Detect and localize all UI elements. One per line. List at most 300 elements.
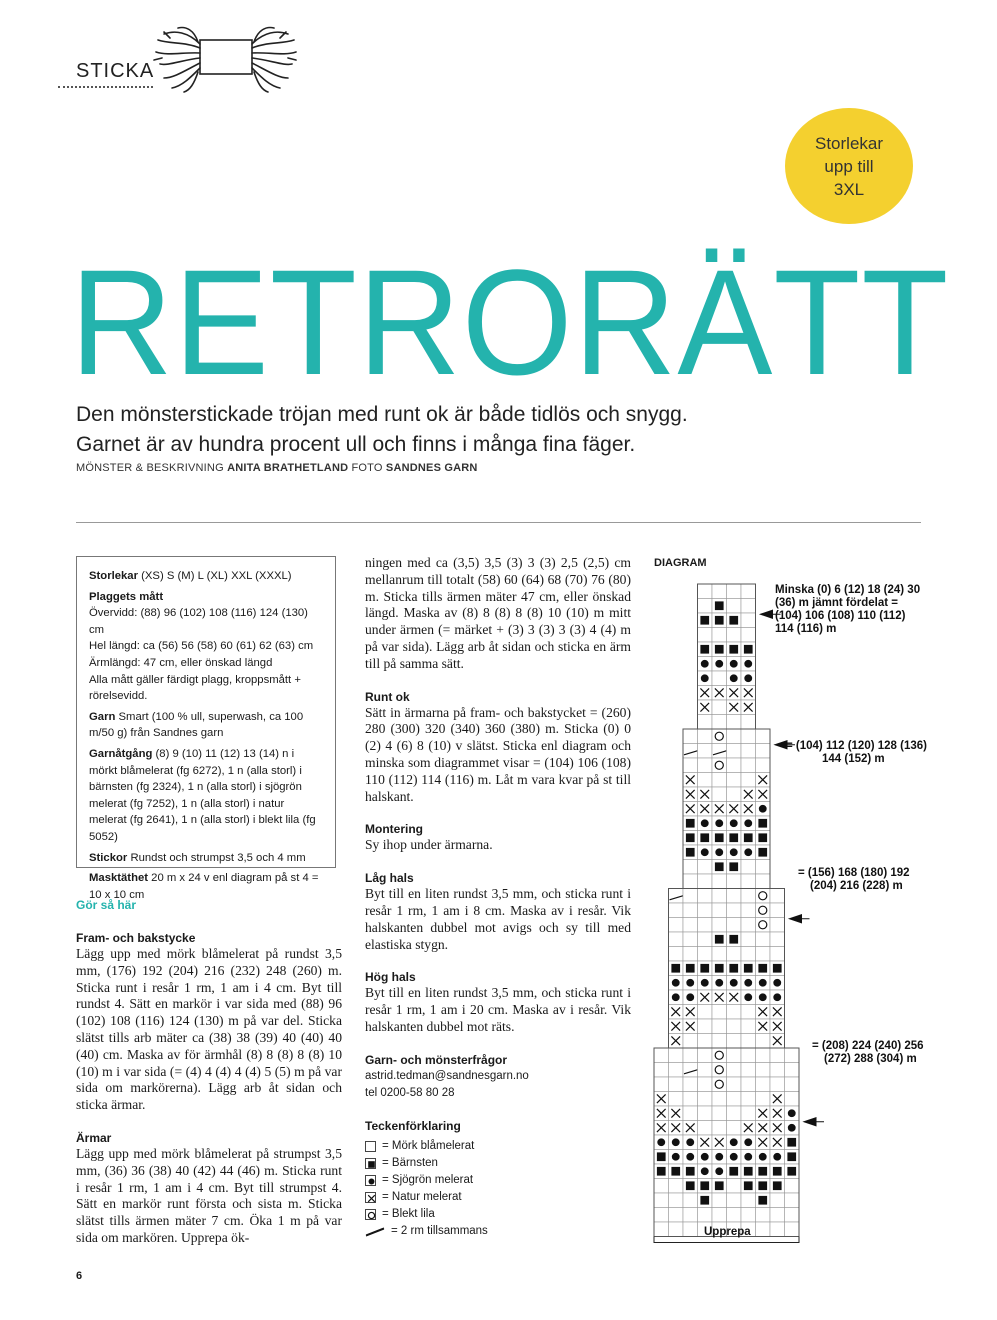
chart-cell bbox=[727, 787, 742, 802]
chart-symbol bbox=[773, 1181, 782, 1190]
chart-cell bbox=[727, 729, 742, 744]
chart-cell bbox=[698, 889, 713, 904]
chart-symbol bbox=[730, 819, 738, 827]
chart-cell bbox=[683, 758, 698, 773]
chart-symbol bbox=[730, 660, 738, 668]
chart-symbol bbox=[672, 993, 680, 1001]
assembly-heading: Montering bbox=[365, 822, 423, 837]
chart-symbol bbox=[672, 979, 680, 987]
annotation-line: = (208) 224 (240) 256 bbox=[812, 1040, 924, 1052]
legend-item bbox=[365, 1172, 631, 1189]
legend-label: = Natur melerat bbox=[382, 1190, 462, 1203]
chart-cell bbox=[756, 1048, 771, 1063]
chart-cell bbox=[741, 889, 756, 904]
chart-cell bbox=[741, 1005, 756, 1020]
chart-symbol bbox=[744, 645, 753, 654]
chart-cell bbox=[756, 903, 771, 918]
yoke-heading: Runt ok bbox=[365, 689, 410, 704]
chart-cell bbox=[683, 1063, 698, 1078]
chart-cell bbox=[669, 903, 684, 918]
chart-cell bbox=[741, 1034, 756, 1049]
specs-box bbox=[76, 556, 336, 901]
chart-cell bbox=[712, 918, 727, 933]
sizes-value: (XS) S (M) L (XL) XXL (XXXL) bbox=[141, 570, 292, 582]
chart-cell bbox=[669, 947, 684, 962]
chart-cell bbox=[741, 1063, 756, 1078]
front-back-text: Lägg upp med mörk blåmelerat på rundst 3,5 mm, (176) 192 (204) 216 (232) 248 (260) m. Sticka runt i resår 1 rm, 1 am i 4 cm. Byt till rundst 4. Sätt en markör i var sida med (88) 96 (102) 108 (116) 124 (130) m på var del. Sticka slätst tills arb mäter ca (38) 38 (39) 40 (40) 40 (40) cm. Maska av för ärmhål (8) 8 (8) 8 (8) 10 (10) m i var sida (= (4) 4 (4) 4 (4) 5 (5) m på var sida om markörerna). Lägg arb åt sidan och sticka ärmar. bbox=[76, 946, 342, 1113]
chart-symbol bbox=[672, 1138, 680, 1146]
amount-value: (8) 9 (10) 11 (12) 13 (14) n i mörkt blåmelerat (fg 6272), 1 n (alla storl) i bärnsten (fg 2324), 1 n (alla storl) i sjögrön melerat (fg 7252), 1 n (alla storl) i natur melerat (fg 2641), 1 n (alla storl) i blekt lila (fg 5052) bbox=[89, 747, 316, 843]
chart-cell bbox=[756, 947, 771, 962]
chart-symbol bbox=[758, 1196, 767, 1205]
chart-symbol bbox=[671, 964, 680, 973]
chart-cell bbox=[770, 1193, 785, 1208]
chart-cell bbox=[669, 1063, 684, 1078]
chart-cell bbox=[712, 1063, 727, 1078]
questions-heading: Garn- och mönsterfrågor bbox=[365, 1052, 508, 1067]
chart-symbol bbox=[686, 819, 695, 828]
chart-cell bbox=[727, 1193, 742, 1208]
legend-item bbox=[365, 1138, 631, 1155]
page-number: 6 bbox=[76, 1270, 83, 1282]
chart-cell bbox=[698, 1121, 713, 1136]
chart-cell bbox=[727, 1106, 742, 1121]
chart-symbol bbox=[700, 833, 709, 842]
chart-cell bbox=[698, 773, 713, 788]
chart-symbol bbox=[686, 1153, 694, 1161]
yoke-text: Sätt in ärmarna på fram- och bakstycket = (260) 280 (300) 320 (340) 360 (380) m. Sticka (0) 0 (2) 4 (6) 8 (10) v slätst. Sticka enl diagram och minska som diagrammet visar = (104) 106 (108) 110 (112) 114 (116) m. Låt m vara kvar på st till halskant. bbox=[365, 704, 631, 804]
legend-heading: Teckenförklaring bbox=[365, 1118, 461, 1133]
chart-symbol bbox=[729, 862, 738, 871]
section-label: STICKA bbox=[76, 60, 155, 82]
chart-cell bbox=[683, 903, 698, 918]
badge-line: Storlekar bbox=[814, 133, 884, 153]
chart-cell bbox=[741, 918, 756, 933]
high-neck-text: Byt till en liten rundst 3,5 mm, och sticka runt i resår 1 rm, 1 am i 20 cm. Maska av i resår. Vik halskanten dubbel mot räts. bbox=[365, 985, 631, 1034]
measure-line: Alla mått gäller färdigt plagg, kroppsmått + bbox=[89, 673, 301, 686]
chart-cell bbox=[741, 599, 756, 614]
chart-symbol bbox=[729, 964, 738, 973]
measure-line: Övervidd: (88) 96 (102) 108 (116) 124 (130) cm bbox=[89, 607, 308, 636]
chart-cell bbox=[712, 903, 727, 918]
chart-cell bbox=[727, 1005, 742, 1020]
chart-cell bbox=[741, 1077, 756, 1092]
chart-symbol bbox=[700, 645, 709, 654]
chart-cell bbox=[698, 729, 713, 744]
chart-cell bbox=[741, 932, 756, 947]
chart-cell bbox=[698, 1019, 713, 1034]
chart-cell bbox=[712, 671, 727, 686]
chart-symbol bbox=[686, 964, 695, 973]
chart-cell bbox=[741, 1106, 756, 1121]
chart-cell bbox=[756, 1208, 771, 1223]
chart-cell bbox=[785, 1208, 800, 1223]
chart-cell bbox=[698, 918, 713, 933]
chart-cell bbox=[698, 599, 713, 614]
chart-cell bbox=[741, 773, 756, 788]
measure-line: rörelsevidd. bbox=[89, 690, 148, 703]
chart-symbol bbox=[715, 1153, 723, 1161]
chart-symbol bbox=[715, 1181, 724, 1190]
chart-cell bbox=[756, 1063, 771, 1078]
chart-symbol bbox=[744, 674, 752, 682]
chart-cell bbox=[654, 1063, 669, 1078]
measure-line: Ärmlängd: 47 cm, eller önskad längd bbox=[89, 656, 273, 669]
chart-cell bbox=[756, 758, 771, 773]
chart-cell bbox=[727, 1077, 742, 1092]
legend-label: = 2 rm tillsammans bbox=[391, 1224, 488, 1237]
chart-cell bbox=[712, 1005, 727, 1020]
chart-symbol bbox=[744, 848, 752, 856]
chart-cell bbox=[712, 1077, 727, 1092]
chart-symbol bbox=[701, 674, 709, 682]
chart-cell bbox=[741, 1019, 756, 1034]
annotation-line: (272) 288 (304) m bbox=[824, 1053, 917, 1065]
measure-line: Hel längd: ca (56) 56 (58) 60 (61) 62 (63) cm bbox=[89, 640, 314, 653]
chart-cell bbox=[727, 758, 742, 773]
badge-line: upp till bbox=[824, 156, 874, 176]
badge-line: 3XL bbox=[833, 179, 865, 199]
chart-symbol bbox=[701, 1153, 709, 1161]
chart-symbol bbox=[758, 833, 767, 842]
chart-symbol bbox=[730, 848, 738, 856]
chart-symbol bbox=[773, 964, 782, 973]
chart-symbol bbox=[788, 1109, 796, 1117]
article-title: RETRORÄTT bbox=[70, 238, 950, 406]
legend-list bbox=[365, 1138, 631, 1240]
chart-cell bbox=[741, 613, 756, 628]
divider bbox=[76, 522, 921, 523]
chart-cell bbox=[698, 715, 713, 730]
chart-cell bbox=[669, 1208, 684, 1223]
chart-cell bbox=[669, 1092, 684, 1107]
chart-cell bbox=[741, 758, 756, 773]
chart-cell bbox=[741, 729, 756, 744]
chart-cell bbox=[741, 874, 756, 889]
chart-cell bbox=[770, 1048, 785, 1063]
chart-cell bbox=[727, 715, 742, 730]
chart-cell bbox=[712, 584, 727, 599]
chart-symbol bbox=[744, 1167, 753, 1176]
chart-cell bbox=[712, 787, 727, 802]
annotation-line: Minska (0) 6 (12) 18 (24) 30 bbox=[775, 584, 921, 596]
chart-cell bbox=[698, 758, 713, 773]
chart-cell bbox=[698, 1208, 713, 1223]
chart-cell bbox=[785, 1092, 800, 1107]
chart-cell bbox=[770, 1063, 785, 1078]
chart-symbol bbox=[715, 848, 723, 856]
chart-symbol bbox=[686, 848, 695, 857]
chart-cell bbox=[712, 1019, 727, 1034]
chart-symbol bbox=[686, 833, 695, 842]
chart-symbol bbox=[715, 979, 723, 987]
chart-cell bbox=[698, 1092, 713, 1107]
chart-symbol bbox=[730, 1153, 738, 1161]
chart-cell bbox=[727, 744, 742, 759]
chart-cell bbox=[727, 773, 742, 788]
chart-symbol bbox=[715, 645, 724, 654]
article-credits bbox=[76, 462, 478, 474]
chart-symbol bbox=[700, 1181, 709, 1190]
chart-cell bbox=[756, 932, 771, 947]
diagram-title: DIAGRAM bbox=[654, 557, 707, 569]
chart-symbol bbox=[700, 964, 709, 973]
chart-cell bbox=[698, 1106, 713, 1121]
chart-symbol bbox=[686, 1167, 695, 1176]
chart-cell bbox=[654, 1179, 669, 1194]
chart-symbol bbox=[730, 1138, 738, 1146]
chart-cell bbox=[698, 1063, 713, 1078]
chart-cell bbox=[683, 1208, 698, 1223]
chart-cell bbox=[683, 860, 698, 875]
chart-cell bbox=[727, 1019, 742, 1034]
chart-cell bbox=[669, 932, 684, 947]
chart-symbol bbox=[715, 862, 724, 871]
chart-symbol bbox=[686, 979, 694, 987]
chart-cell bbox=[712, 744, 727, 759]
chart-cell bbox=[741, 860, 756, 875]
chart-symbol bbox=[744, 833, 753, 842]
chart-cell bbox=[785, 1077, 800, 1092]
chart-symbol bbox=[701, 819, 709, 827]
assembly-text: Sy ihop under ärmarna. bbox=[365, 837, 493, 853]
chart-cell bbox=[683, 1048, 698, 1063]
chart-cell bbox=[727, 599, 742, 614]
chart-cell bbox=[741, 1092, 756, 1107]
needles-label: Stickor bbox=[89, 851, 128, 864]
cross-symbol-icon bbox=[365, 1192, 376, 1203]
chart-symbol bbox=[715, 601, 724, 610]
legend-label: = Sjögrön melerat bbox=[382, 1173, 474, 1186]
chart-cell bbox=[741, 1193, 756, 1208]
how-heading: Gör så här bbox=[76, 898, 137, 912]
chart-cell bbox=[727, 889, 742, 904]
measures-label: Plaggets mått bbox=[89, 590, 164, 603]
yarn-label: Garn bbox=[89, 710, 116, 723]
chart-cell bbox=[698, 584, 713, 599]
chart-symbol bbox=[729, 935, 738, 944]
chart-symbol bbox=[744, 1153, 752, 1161]
chart-cell bbox=[698, 1034, 713, 1049]
gauge-label: Masktäthet bbox=[89, 872, 149, 885]
chart-cell bbox=[654, 1193, 669, 1208]
chart-symbol bbox=[715, 660, 723, 668]
high-neck-heading: Hög hals bbox=[365, 970, 416, 985]
chart-symbol bbox=[715, 616, 724, 625]
chart-symbol bbox=[657, 1167, 666, 1176]
chart-cell bbox=[756, 744, 771, 759]
chart-cell bbox=[683, 1193, 698, 1208]
chart-cell bbox=[712, 700, 727, 715]
chart-symbol bbox=[758, 964, 767, 973]
chart-cell bbox=[756, 889, 771, 904]
chart-symbol bbox=[759, 1153, 767, 1161]
credit-photo-label: FOTO bbox=[351, 462, 383, 474]
chart-cell bbox=[712, 874, 727, 889]
chart-symbol bbox=[787, 1138, 796, 1147]
arrow-icon bbox=[804, 1118, 824, 1126]
chart-cell bbox=[741, 1048, 756, 1063]
chart-cell bbox=[683, 1092, 698, 1107]
amount-label: Garnåtgång bbox=[89, 747, 153, 760]
chart-symbol bbox=[759, 979, 767, 987]
chart-symbol bbox=[715, 964, 724, 973]
chart-symbol bbox=[701, 979, 709, 987]
chart-cell bbox=[712, 729, 727, 744]
ring-symbol-icon bbox=[365, 1209, 376, 1220]
chart-symbol bbox=[773, 979, 781, 987]
chart-symbol bbox=[729, 1167, 738, 1176]
chart-cell bbox=[698, 1005, 713, 1020]
chart-symbol bbox=[701, 1167, 709, 1175]
chart-symbol bbox=[672, 1153, 680, 1161]
sizes-badge bbox=[785, 108, 913, 224]
chart-cell bbox=[712, 773, 727, 788]
chart-symbol bbox=[787, 1152, 796, 1161]
credit-pattern-label: MÖNSTER & BESKRIVNING bbox=[76, 462, 224, 474]
chart-symbol bbox=[701, 660, 709, 668]
chart-cell bbox=[669, 1222, 684, 1237]
legend-label: = Blekt lila bbox=[382, 1207, 435, 1220]
chart-symbol bbox=[773, 1167, 782, 1176]
chart-symbol bbox=[686, 1138, 694, 1146]
annotation-line: (204) 216 (228) m bbox=[810, 880, 903, 892]
diagram-annotation-4 bbox=[812, 1040, 924, 1066]
credit-pattern-name: ANITA BRATHETLAND bbox=[227, 462, 349, 474]
chart-cell bbox=[669, 889, 684, 904]
instructions-column-1 bbox=[76, 930, 342, 1247]
chart-cell bbox=[770, 889, 785, 904]
credit-photo-name: SANDNES GARN bbox=[385, 462, 478, 474]
annotation-line: = (104) 112 (120) 128 (136) bbox=[786, 740, 927, 752]
chart-cell bbox=[756, 1034, 771, 1049]
yarn-skein-icon bbox=[150, 22, 300, 94]
slash-symbol-icon bbox=[365, 1226, 385, 1237]
chart-symbol bbox=[773, 993, 781, 1001]
questions-email[interactable]: astrid.tedman@sandnesgarn.no bbox=[365, 1069, 529, 1082]
chart-cell bbox=[770, 918, 785, 933]
chart-cell bbox=[741, 628, 756, 643]
chart-cell bbox=[654, 1048, 669, 1063]
chart-cell bbox=[698, 903, 713, 918]
lede-line: Garnet är av hundra procent ull och finns i många fina fäger. bbox=[76, 433, 636, 456]
chart-symbol bbox=[657, 1138, 665, 1146]
chart-cell bbox=[683, 744, 698, 759]
chart-cell bbox=[683, 1106, 698, 1121]
chart-cell bbox=[756, 874, 771, 889]
annotation-line: 144 (152) m bbox=[822, 753, 885, 765]
sleeves-text-cont: ningen med ca (3,5) 3,5 (3) 3 (3) 2,5 (2,5) cm mellanrum till totalt (58) 60 (64) 68 (70) 76 (80) m. Sticka tills ärmen mäter 47 cm, eller önskad längd. Maska av (8) 8 (8) 8 (8) 10 (10) m mitt under ärmen (= märket + (3) 3 (3) 3 (3) 4 (4) m på var sida). Lägg arb åt sidan och sticka en ärm till på samma sätt. bbox=[365, 555, 631, 671]
chart-cell bbox=[698, 1048, 713, 1063]
chart-cell bbox=[727, 1034, 742, 1049]
chart-symbol bbox=[730, 979, 738, 987]
chart-cell bbox=[698, 860, 713, 875]
legend-item bbox=[365, 1223, 631, 1240]
chart-cell bbox=[698, 947, 713, 962]
chart-cell bbox=[727, 1063, 742, 1078]
chart-symbol bbox=[744, 979, 752, 987]
legend-label: = Bärnsten bbox=[382, 1156, 438, 1169]
chart-cell bbox=[727, 1092, 742, 1107]
chart-cell bbox=[727, 584, 742, 599]
chart-cell bbox=[727, 1208, 742, 1223]
legend-item bbox=[365, 1206, 631, 1223]
chart-cell bbox=[683, 932, 698, 947]
repeat-label: Upprepa bbox=[704, 1226, 751, 1238]
chart-symbol bbox=[744, 1138, 752, 1146]
chart-symbol bbox=[744, 964, 753, 973]
chart-cell bbox=[698, 1077, 713, 1092]
chart-symbol bbox=[657, 1152, 666, 1161]
chart-cell bbox=[770, 903, 785, 918]
diagram-annotation-3 bbox=[798, 867, 910, 893]
chart-symbol bbox=[730, 674, 738, 682]
chart-cell bbox=[683, 1077, 698, 1092]
chart-cell bbox=[727, 1048, 742, 1063]
chart-cell bbox=[654, 1077, 669, 1092]
chart-symbol bbox=[758, 848, 767, 857]
chart-cell bbox=[741, 715, 756, 730]
chart-symbol bbox=[701, 848, 709, 856]
chart-symbol bbox=[700, 616, 709, 625]
chart-symbol bbox=[758, 1167, 767, 1176]
chart-cell bbox=[669, 1193, 684, 1208]
chart-cell bbox=[712, 1106, 727, 1121]
chart-symbol bbox=[700, 1196, 709, 1205]
chart-cell bbox=[669, 1077, 684, 1092]
chart-symbol bbox=[744, 1181, 753, 1190]
chart-symbol bbox=[758, 1181, 767, 1190]
legend-label: = Mörk blåmelerat bbox=[382, 1139, 475, 1152]
chart-cell bbox=[785, 1063, 800, 1078]
low-neck-heading: Låg hals bbox=[365, 871, 414, 886]
low-neck-text: Byt till en liten rundst 3,5 mm, och sticka runt i resår 1 rm, 1 am i 8 cm. Maska av i resår. Vik halskanten dubbel mot avigs och sy till med elastiska stygn. bbox=[365, 886, 631, 952]
chart-cell bbox=[683, 874, 698, 889]
chart-symbol bbox=[759, 993, 767, 1001]
square-symbol-icon bbox=[365, 1158, 376, 1169]
chart-cell bbox=[712, 1048, 727, 1063]
sizes-label: Storlekar bbox=[89, 570, 138, 582]
chart-cell bbox=[785, 1222, 800, 1237]
arrow-icon bbox=[790, 915, 810, 923]
chart-symbol bbox=[787, 1167, 796, 1176]
chart-cell bbox=[712, 947, 727, 962]
chart-cell bbox=[712, 889, 727, 904]
chart-symbol bbox=[729, 645, 738, 654]
chart-cell bbox=[727, 918, 742, 933]
chart-cell bbox=[683, 918, 698, 933]
annotation-line: = (156) 168 (180) 192 bbox=[798, 867, 910, 879]
chart-cell bbox=[756, 1092, 771, 1107]
chart-cell bbox=[741, 744, 756, 759]
chart-cell bbox=[712, 1034, 727, 1049]
chart-cell bbox=[727, 903, 742, 918]
chart-symbol bbox=[744, 819, 752, 827]
questions-phone: tel 0200-58 80 28 bbox=[365, 1086, 455, 1099]
sleeves-text: Lägg upp med mörk blåmelerat på strumpst 3,5 mm, (36) 36 (38) 40 (42) 44 (46) m. Sticka runt i resår 1 rm, 1 am i 4 cm. Byt till strumpst 4. Sätt en markör runt första och sista m. Sticka slätst tills ärmen mäter 7 cm. Öka 1 m på var sida om markören. Upprepa ök- bbox=[76, 1145, 342, 1245]
annotation-line: (36) m jämnt fördelat = bbox=[775, 597, 899, 609]
chart-symbol bbox=[715, 833, 724, 842]
chart-cell bbox=[727, 874, 742, 889]
article-lede bbox=[76, 400, 936, 460]
gauge-value: 20 m x 24 v enl diagram på st 4 = 10 x 10 cm bbox=[89, 872, 319, 901]
chart-cell bbox=[654, 1222, 669, 1237]
chart-cell bbox=[712, 1208, 727, 1223]
chart-cell bbox=[669, 1179, 684, 1194]
chart-symbol bbox=[744, 993, 752, 1001]
chart-cell bbox=[712, 1121, 727, 1136]
chart-cell bbox=[756, 860, 771, 875]
